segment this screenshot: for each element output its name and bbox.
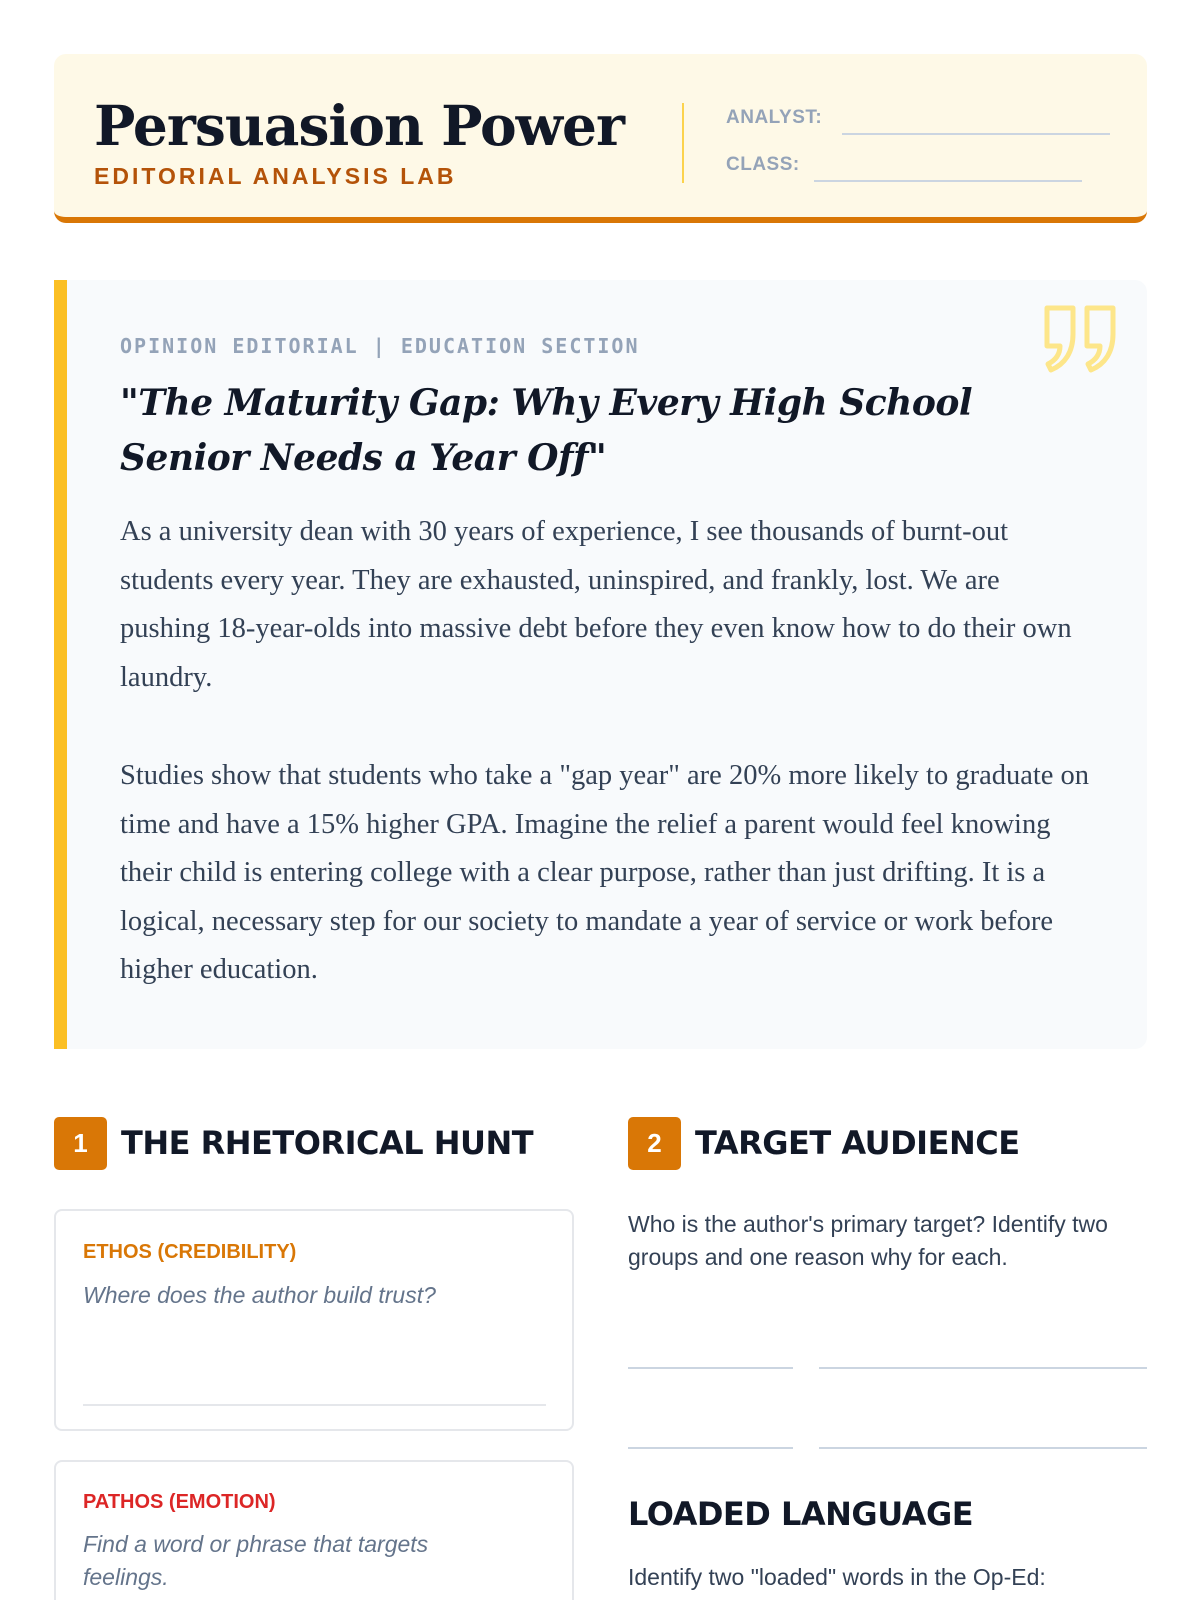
audience-reason-2-line[interactable] (819, 1447, 1147, 1449)
worksheet-subtitle: EDITORIAL ANALYSIS LAB (94, 163, 457, 189)
audience-reason-1-line[interactable] (819, 1367, 1147, 1369)
class-input-line[interactable] (814, 180, 1082, 182)
class-label: CLASS: (726, 154, 800, 175)
audience-instructions: Who is the author's primary target? Identify two groups and one reason why for each. (628, 1211, 1108, 1270)
editorial-paragraph-2: Studies show that students who take a "gap year" are 20% more likely to graduate on time and have a 15% higher GPA. Imagine the relief a parent would feel knowing their child is entering college with a clear purpose, rather than just drifting. It is a logical, necessary step for our society to mandate a year of service or work before higher education. (120, 760, 1090, 985)
audience-group-1-line[interactable] (628, 1367, 793, 1369)
quote-icon (1043, 300, 1119, 376)
analyst-label: ANALYST: (726, 107, 823, 128)
analyst-input-line[interactable] (842, 133, 1110, 135)
header-divider (682, 103, 684, 183)
loaded-language-title: LOADED LANGUAGE (628, 1495, 974, 1533)
pathos-label: PATHOS (EMOTION) (83, 1491, 276, 1513)
section-1-title: THE RHETORICAL HUNT (121, 1124, 534, 1162)
ethos-card (54, 1209, 574, 1431)
ethos-prompt: Where does the author build trust? (83, 1282, 436, 1308)
editorial-paragraph-1: As a university dean with 30 years of experience, I see thousands of burnt-out students every year. They are exhausted, uninspired, and frankly, lost. We are pushing 18-year-olds into massive debt before they even know how to do their own laundry. (120, 516, 1072, 693)
ethos-label: ETHOS (CREDIBILITY) (83, 1241, 297, 1263)
section-2-badge: 2 (628, 1117, 681, 1170)
worksheet-header (54, 54, 1147, 223)
ethos-answer-line[interactable] (83, 1404, 546, 1406)
editorial-card (54, 280, 1147, 1049)
worksheet-title: Persuasion Power (94, 93, 624, 158)
editorial-kicker: OPINION EDITORIAL | EDUCATION SECTION (120, 334, 640, 358)
pathos-prompt: Find a word or phrase that targets feelings. (83, 1531, 429, 1590)
audience-group-2-line[interactable] (628, 1447, 793, 1449)
editorial-headline: "The Maturity Gap: Why Every High School Senior Needs a Year Off" (120, 382, 973, 479)
section-1-badge: 1 (54, 1117, 107, 1170)
pathos-card (54, 1460, 574, 1600)
loaded-language-instructions: Identify two "loaded" words in the Op-Ed: (628, 1564, 1046, 1590)
section-2-title: TARGET AUDIENCE (695, 1124, 1020, 1162)
